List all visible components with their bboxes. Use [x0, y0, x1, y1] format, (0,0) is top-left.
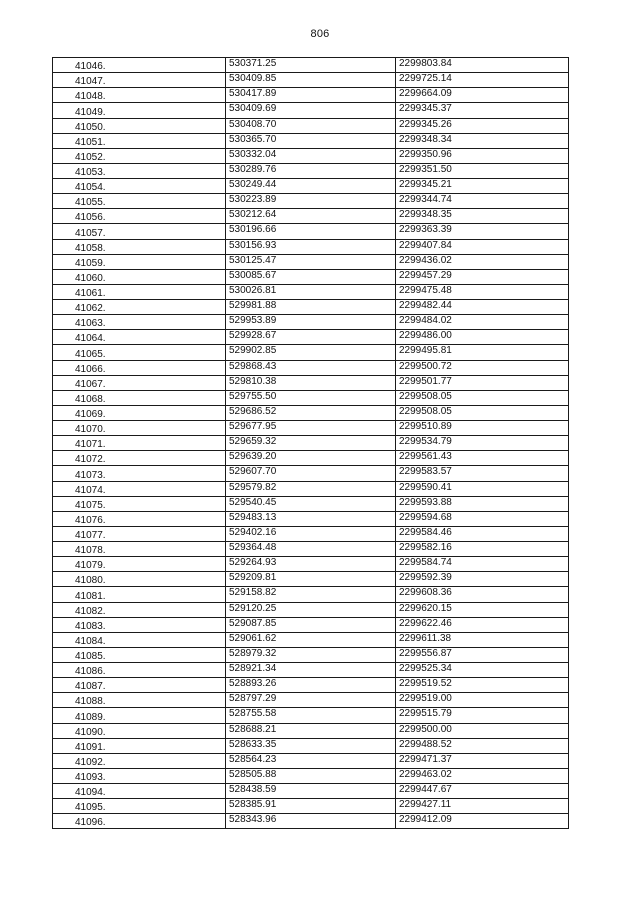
point-number-cell: 41061. [53, 284, 226, 299]
table-row [53, 814, 569, 829]
point-number-cell: 41062. [53, 300, 226, 315]
point-number-cell: 41058. [53, 239, 226, 254]
y-coordinate-cell: 2299427.11 [396, 799, 569, 814]
table-row [53, 405, 569, 420]
y-coordinate-cell: 2299508.05 [396, 390, 569, 405]
table-row [53, 239, 569, 254]
table-row [53, 436, 569, 451]
point-number-cell: 41059. [53, 254, 226, 269]
y-coordinate-cell: 2299463.02 [396, 768, 569, 783]
x-coordinate-cell: 528979.32 [226, 647, 396, 662]
y-coordinate-cell: 2299593.88 [396, 496, 569, 511]
coordinate-table-body [53, 58, 569, 829]
x-coordinate-cell: 530409.69 [226, 103, 396, 118]
x-coordinate-cell: 528343.96 [226, 814, 396, 829]
table-row [53, 315, 569, 330]
table-row [53, 179, 569, 194]
x-coordinate-cell: 530212.64 [226, 209, 396, 224]
y-coordinate-cell: 2299611.38 [396, 632, 569, 647]
table-row [53, 269, 569, 284]
table-row [53, 481, 569, 496]
y-coordinate-cell: 2299519.52 [396, 678, 569, 693]
x-coordinate-cell: 529810.38 [226, 375, 396, 390]
table-row [53, 88, 569, 103]
x-coordinate-cell: 530085.67 [226, 269, 396, 284]
point-number-cell: 41079. [53, 557, 226, 572]
y-coordinate-cell: 2299350.96 [396, 148, 569, 163]
point-number-cell: 41047. [53, 73, 226, 88]
table-row [53, 693, 569, 708]
table-row [53, 58, 569, 73]
x-coordinate-cell: 528921.34 [226, 663, 396, 678]
table-row [53, 557, 569, 572]
point-number-cell: 41066. [53, 360, 226, 375]
y-coordinate-cell: 2299345.37 [396, 103, 569, 118]
point-number-cell: 41093. [53, 768, 226, 783]
point-number-cell: 41070. [53, 421, 226, 436]
x-coordinate-cell: 530223.89 [226, 194, 396, 209]
point-number-cell: 41051. [53, 133, 226, 148]
y-coordinate-cell: 2299592.39 [396, 572, 569, 587]
point-number-cell: 41067. [53, 375, 226, 390]
y-coordinate-cell: 2299803.84 [396, 58, 569, 73]
y-coordinate-cell: 2299348.35 [396, 209, 569, 224]
point-number-cell: 41057. [53, 224, 226, 239]
point-number-cell: 41082. [53, 602, 226, 617]
x-coordinate-cell: 529928.67 [226, 330, 396, 345]
y-coordinate-cell: 2299561.43 [396, 451, 569, 466]
x-coordinate-cell: 529981.88 [226, 300, 396, 315]
point-number-cell: 41054. [53, 179, 226, 194]
y-coordinate-cell: 2299556.87 [396, 647, 569, 662]
point-number-cell: 41087. [53, 678, 226, 693]
table-row [53, 254, 569, 269]
y-coordinate-cell: 2299351.50 [396, 163, 569, 178]
point-number-cell: 41089. [53, 708, 226, 723]
table-row [53, 421, 569, 436]
point-number-cell: 41050. [53, 118, 226, 133]
point-number-cell: 41090. [53, 723, 226, 738]
point-number-cell: 41096. [53, 814, 226, 829]
point-number-cell: 41063. [53, 315, 226, 330]
x-coordinate-cell: 530408.70 [226, 118, 396, 133]
table-row [53, 799, 569, 814]
y-coordinate-cell: 2299471.37 [396, 753, 569, 768]
table-row [53, 753, 569, 768]
x-coordinate-cell: 529755.50 [226, 390, 396, 405]
y-coordinate-cell: 2299584.74 [396, 557, 569, 572]
table-row [53, 784, 569, 799]
x-coordinate-cell: 529607.70 [226, 466, 396, 481]
point-number-cell: 41077. [53, 526, 226, 541]
x-coordinate-cell: 530249.44 [226, 179, 396, 194]
x-coordinate-cell: 528505.88 [226, 768, 396, 783]
x-coordinate-cell: 529902.85 [226, 345, 396, 360]
y-coordinate-cell: 2299500.72 [396, 360, 569, 375]
x-coordinate-cell: 529639.20 [226, 451, 396, 466]
table-row [53, 602, 569, 617]
table-row [53, 617, 569, 632]
point-number-cell: 41055. [53, 194, 226, 209]
page-number: 806 [310, 28, 330, 40]
point-number-cell: 41083. [53, 617, 226, 632]
y-coordinate-cell: 2299344.74 [396, 194, 569, 209]
point-number-cell: 41084. [53, 632, 226, 647]
x-coordinate-cell: 530409.85 [226, 73, 396, 88]
table-row [53, 345, 569, 360]
point-number-cell: 41081. [53, 587, 226, 602]
x-coordinate-cell: 529209.81 [226, 572, 396, 587]
table-row [53, 133, 569, 148]
x-coordinate-cell: 529120.25 [226, 602, 396, 617]
point-number-cell: 41065. [53, 345, 226, 360]
table-row [53, 163, 569, 178]
table-row [53, 73, 569, 88]
x-coordinate-cell: 530365.70 [226, 133, 396, 148]
x-coordinate-cell: 528688.21 [226, 723, 396, 738]
point-number-cell: 41072. [53, 451, 226, 466]
y-coordinate-cell: 2299725.14 [396, 73, 569, 88]
table-row [53, 496, 569, 511]
y-coordinate-cell: 2299345.26 [396, 118, 569, 133]
x-coordinate-cell: 529686.52 [226, 405, 396, 420]
point-number-cell: 41085. [53, 647, 226, 662]
y-coordinate-cell: 2299582.16 [396, 542, 569, 557]
point-number-cell: 41053. [53, 163, 226, 178]
point-number-cell: 41086. [53, 663, 226, 678]
y-coordinate-cell: 2299622.46 [396, 617, 569, 632]
x-coordinate-cell: 529579.82 [226, 481, 396, 496]
table-row [53, 663, 569, 678]
point-number-cell: 41094. [53, 784, 226, 799]
y-coordinate-cell: 2299519.00 [396, 693, 569, 708]
x-coordinate-cell: 529061.62 [226, 632, 396, 647]
x-coordinate-cell: 529659.32 [226, 436, 396, 451]
y-coordinate-cell: 2299484.02 [396, 315, 569, 330]
x-coordinate-cell: 530196.66 [226, 224, 396, 239]
x-coordinate-cell: 529364.48 [226, 542, 396, 557]
x-coordinate-cell: 528385.91 [226, 799, 396, 814]
table-row [53, 647, 569, 662]
y-coordinate-cell: 2299534.79 [396, 436, 569, 451]
x-coordinate-cell: 529868.43 [226, 360, 396, 375]
table-row [53, 360, 569, 375]
point-number-cell: 41048. [53, 88, 226, 103]
point-number-cell: 41060. [53, 269, 226, 284]
point-number-cell: 41068. [53, 390, 226, 405]
y-coordinate-cell: 2299510.89 [396, 421, 569, 436]
y-coordinate-cell: 2299608.36 [396, 587, 569, 602]
x-coordinate-cell: 529158.82 [226, 587, 396, 602]
x-coordinate-cell: 528633.35 [226, 738, 396, 753]
y-coordinate-cell: 2299412.09 [396, 814, 569, 829]
y-coordinate-cell: 2299486.00 [396, 330, 569, 345]
table-row [53, 451, 569, 466]
point-number-cell: 41080. [53, 572, 226, 587]
y-coordinate-cell: 2299584.46 [396, 526, 569, 541]
y-coordinate-cell: 2299590.41 [396, 481, 569, 496]
y-coordinate-cell: 2299363.39 [396, 224, 569, 239]
x-coordinate-cell: 529953.89 [226, 315, 396, 330]
table-row [53, 632, 569, 647]
x-coordinate-cell: 528893.26 [226, 678, 396, 693]
point-number-cell: 41095. [53, 799, 226, 814]
point-number-cell: 41064. [53, 330, 226, 345]
coordinate-table [52, 57, 569, 829]
table-row [53, 390, 569, 405]
point-number-cell: 41073. [53, 466, 226, 481]
table-row [53, 194, 569, 209]
y-coordinate-cell: 2299407.84 [396, 239, 569, 254]
table-row [53, 572, 569, 587]
y-coordinate-cell: 2299447.67 [396, 784, 569, 799]
y-coordinate-cell: 2299500.00 [396, 723, 569, 738]
y-coordinate-cell: 2299495.81 [396, 345, 569, 360]
y-coordinate-cell: 2299501.77 [396, 375, 569, 390]
y-coordinate-cell: 2299457.29 [396, 269, 569, 284]
y-coordinate-cell: 2299482.44 [396, 300, 569, 315]
point-number-cell: 41052. [53, 148, 226, 163]
x-coordinate-cell: 530026.81 [226, 284, 396, 299]
y-coordinate-cell: 2299508.05 [396, 405, 569, 420]
x-coordinate-cell: 529087.85 [226, 617, 396, 632]
x-coordinate-cell: 530125.47 [226, 254, 396, 269]
table-row [53, 708, 569, 723]
table-row [53, 224, 569, 239]
x-coordinate-cell: 530371.25 [226, 58, 396, 73]
table-row [53, 118, 569, 133]
table-row [53, 284, 569, 299]
point-number-cell: 41049. [53, 103, 226, 118]
point-number-cell: 41076. [53, 511, 226, 526]
point-number-cell: 41074. [53, 481, 226, 496]
table-row [53, 587, 569, 602]
x-coordinate-cell: 529483.13 [226, 511, 396, 526]
y-coordinate-cell: 2299348.34 [396, 133, 569, 148]
y-coordinate-cell: 2299436.02 [396, 254, 569, 269]
x-coordinate-cell: 528755.58 [226, 708, 396, 723]
x-coordinate-cell: 529402.16 [226, 526, 396, 541]
table-row [53, 466, 569, 481]
x-coordinate-cell: 529264.93 [226, 557, 396, 572]
x-coordinate-cell: 528438.59 [226, 784, 396, 799]
table-row [53, 300, 569, 315]
x-coordinate-cell: 530332.04 [226, 148, 396, 163]
x-coordinate-cell: 528564.23 [226, 753, 396, 768]
table-row [53, 330, 569, 345]
y-coordinate-cell: 2299475.48 [396, 284, 569, 299]
point-number-cell: 41046. [53, 58, 226, 73]
x-coordinate-cell: 530417.89 [226, 88, 396, 103]
point-number-cell: 41075. [53, 496, 226, 511]
y-coordinate-cell: 2299515.79 [396, 708, 569, 723]
y-coordinate-cell: 2299583.57 [396, 466, 569, 481]
x-coordinate-cell: 529677.95 [226, 421, 396, 436]
table-row [53, 148, 569, 163]
y-coordinate-cell: 2299345.21 [396, 179, 569, 194]
y-coordinate-cell: 2299664.09 [396, 88, 569, 103]
x-coordinate-cell: 530156.93 [226, 239, 396, 254]
table-row [53, 511, 569, 526]
table-row [53, 678, 569, 693]
point-number-cell: 41078. [53, 542, 226, 557]
table-row [53, 542, 569, 557]
table-row [53, 526, 569, 541]
point-number-cell: 41088. [53, 693, 226, 708]
point-number-cell: 41092. [53, 753, 226, 768]
y-coordinate-cell: 2299620.15 [396, 602, 569, 617]
y-coordinate-cell: 2299525.34 [396, 663, 569, 678]
table-row [53, 738, 569, 753]
y-coordinate-cell: 2299488.52 [396, 738, 569, 753]
y-coordinate-cell: 2299594.68 [396, 511, 569, 526]
table-row [53, 375, 569, 390]
point-number-cell: 41069. [53, 405, 226, 420]
point-number-cell: 41056. [53, 209, 226, 224]
point-number-cell: 41071. [53, 436, 226, 451]
x-coordinate-cell: 530289.76 [226, 163, 396, 178]
x-coordinate-cell: 528797.29 [226, 693, 396, 708]
table-row [53, 768, 569, 783]
table-row [53, 723, 569, 738]
table-row [53, 209, 569, 224]
x-coordinate-cell: 529540.45 [226, 496, 396, 511]
table-row [53, 103, 569, 118]
point-number-cell: 41091. [53, 738, 226, 753]
